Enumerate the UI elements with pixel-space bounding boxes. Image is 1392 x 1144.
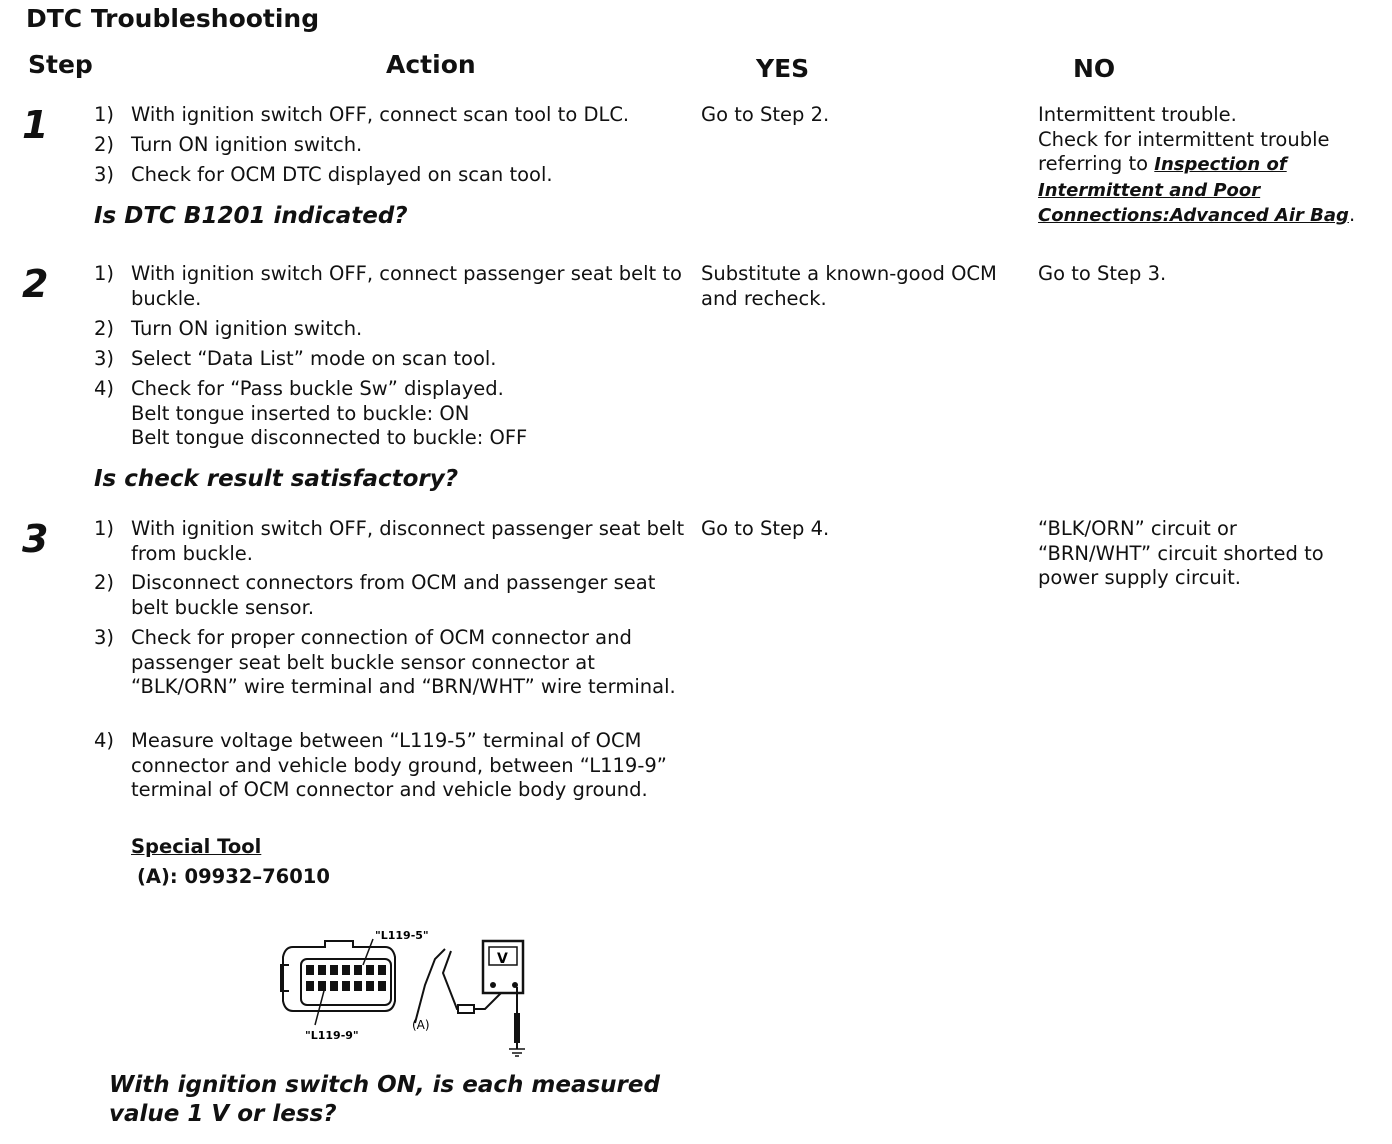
step-1-no: Intermittent trouble. Check for intermittent trouble referring to Inspection of Intermittent and Poor Connections:Advanced Air Bag. bbox=[1038, 103, 1356, 226]
header-step: Step bbox=[28, 50, 93, 79]
step-3-yes: Go to Step 4. bbox=[701, 517, 830, 540]
step-3-no: “BLK/ORN” circuit or “BRN/WHT” circuit shorted to power supply circuit. bbox=[1038, 517, 1324, 589]
special-tool-code: (A): 09932–76010 bbox=[137, 865, 330, 888]
page-title: DTC Troubleshooting bbox=[26, 4, 320, 33]
label-l119-5: "L119-5" bbox=[375, 929, 429, 942]
step-2-number: 2 bbox=[22, 262, 49, 306]
header-action: Action bbox=[386, 50, 476, 79]
step-2-question: Is check result satisfactory? bbox=[94, 466, 459, 492]
header-no: NO bbox=[1073, 54, 1116, 83]
inspection-link[interactable]: Inspection of Intermittent and Poor Connections:Advanced Air Bag bbox=[1038, 154, 1349, 226]
step-2-yes: Substitute a known-good OCM and recheck. bbox=[701, 262, 997, 310]
step-3-number: 3 bbox=[22, 517, 49, 561]
voltage-measurement-diagram bbox=[275, 925, 535, 1057]
label-tool-a: (A) bbox=[412, 1018, 430, 1032]
voltmeter-icon: V bbox=[497, 951, 508, 967]
step-1-question: Is DTC B1201 indicated? bbox=[94, 203, 408, 229]
step-1-number: 1 bbox=[22, 103, 49, 147]
special-tool-label: Special Tool bbox=[131, 835, 262, 858]
step-3-question: With ignition switch ON, is each measured value 1 V or less? bbox=[109, 1072, 660, 1127]
step-1-yes: Go to Step 2. bbox=[701, 103, 830, 126]
label-l119-9: "L119-9" bbox=[305, 1029, 359, 1042]
step-2-no: Go to Step 3. bbox=[1038, 262, 1167, 285]
header-yes: YES bbox=[756, 54, 810, 83]
